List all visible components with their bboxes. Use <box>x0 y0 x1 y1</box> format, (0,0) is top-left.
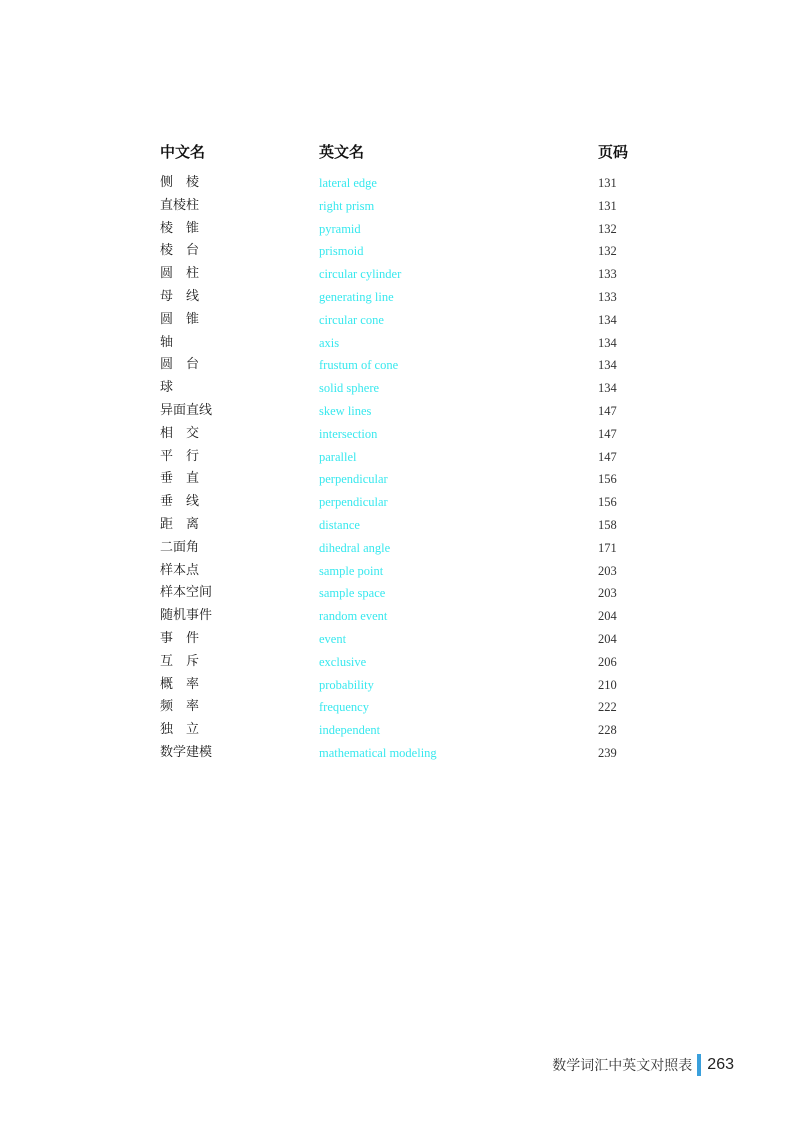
table-row <box>160 240 640 263</box>
chinese-term: 二面角 <box>160 539 200 555</box>
table-row <box>160 309 640 332</box>
chinese-term: 圆 台 <box>160 357 200 373</box>
chinese-term: 垂 线 <box>160 494 200 510</box>
footer-title: 数学词汇中英文对照表 <box>552 1058 693 1074</box>
english-term: sample space <box>319 586 386 601</box>
table-row <box>160 719 640 742</box>
english-term: perpendicular <box>319 495 388 510</box>
page-ref: 132 <box>598 221 617 236</box>
chinese-term: 样本点 <box>160 562 200 578</box>
english-term: lateral edge <box>319 176 377 190</box>
english-term: axis <box>319 335 340 350</box>
english-term: skew lines <box>319 403 372 418</box>
english-term: prismoid <box>319 244 364 259</box>
chinese-term: 轴 <box>160 334 174 350</box>
english-term: exclusive <box>319 654 367 669</box>
chinese-term: 事 件 <box>160 630 200 646</box>
table-row <box>160 172 640 195</box>
english-term: distance <box>319 517 360 532</box>
header-page-number: 页码 <box>598 143 629 161</box>
table-row <box>160 651 640 674</box>
page-ref: 203 <box>598 586 617 601</box>
chinese-term: 球 <box>160 380 174 396</box>
chinese-term: 圆 锥 <box>160 311 200 327</box>
chinese-term: 随机事件 <box>160 608 213 624</box>
page-ref: 171 <box>598 540 617 555</box>
table-row <box>160 400 640 423</box>
table-row <box>160 423 640 446</box>
page-ref: 131 <box>598 176 617 190</box>
chinese-term: 平 行 <box>160 448 200 464</box>
english-term: sample point <box>319 563 384 578</box>
page-ref: 228 <box>598 723 617 738</box>
table-row <box>160 674 640 697</box>
table-row <box>160 354 640 377</box>
english-term: frequency <box>319 700 369 715</box>
page-number: 263 <box>707 1056 734 1073</box>
chinese-term: 样本空间 <box>160 585 213 601</box>
page-footer <box>552 1052 734 1078</box>
page-ref: 147 <box>598 426 617 441</box>
page-ref: 156 <box>598 472 617 487</box>
page-ref: 239 <box>598 745 617 760</box>
english-term: solid sphere <box>319 381 380 396</box>
table-row <box>160 377 640 400</box>
chinese-term: 垂 直 <box>160 471 200 487</box>
page-ref: 134 <box>598 312 617 327</box>
page-ref: 131 <box>598 198 617 213</box>
english-term: intersection <box>319 426 378 441</box>
page-ref: 210 <box>598 677 617 692</box>
english-term: probability <box>319 677 374 692</box>
table-row <box>160 742 640 765</box>
table-row <box>160 560 640 583</box>
chinese-term: 相 交 <box>160 425 200 441</box>
english-term: parallel <box>319 449 357 464</box>
chinese-term: 直棱柱 <box>160 197 200 213</box>
english-term: independent <box>319 723 381 738</box>
header-english-name: 英文名 <box>319 143 365 161</box>
english-term: generating line <box>319 289 394 304</box>
table-body <box>160 172 640 765</box>
page-ref: 147 <box>598 449 617 464</box>
page-ref: 133 <box>598 289 617 304</box>
page-ref: 206 <box>598 654 617 669</box>
chinese-term: 侧 棱 <box>160 175 200 190</box>
english-term: mathematical modeling <box>319 745 437 760</box>
english-term: random event <box>319 609 388 624</box>
table-row <box>160 514 640 537</box>
table-row <box>160 605 640 628</box>
table-row <box>160 537 640 560</box>
page-ref: 134 <box>598 358 617 373</box>
page-ref: 156 <box>598 495 617 510</box>
english-term: event <box>319 631 347 646</box>
page-ref: 147 <box>598 403 617 418</box>
table-row <box>160 696 640 719</box>
english-term: circular cylinder <box>319 267 402 282</box>
table-row <box>160 263 640 286</box>
english-term: frustum of cone <box>319 358 399 373</box>
page-ref: 132 <box>598 244 617 259</box>
table-row <box>160 286 640 309</box>
page-ref: 204 <box>598 631 617 646</box>
glossary-table <box>160 141 640 765</box>
page-ref: 204 <box>598 609 617 624</box>
chinese-term: 互 斥 <box>160 653 200 669</box>
chinese-term: 棱 锥 <box>160 220 200 236</box>
page-ref: 222 <box>598 700 617 715</box>
english-term: perpendicular <box>319 472 388 487</box>
chinese-term: 独 立 <box>160 722 200 738</box>
page-ref: 134 <box>598 335 617 350</box>
page-ref: 158 <box>598 517 617 532</box>
table-row <box>160 628 640 651</box>
table-row <box>160 218 640 241</box>
chinese-term: 异面直线 <box>160 402 213 418</box>
chinese-term: 距 离 <box>160 516 200 532</box>
chinese-term: 概 率 <box>160 676 200 692</box>
footer-divider-bar <box>697 1054 701 1076</box>
page-ref: 203 <box>598 563 617 578</box>
table-row <box>160 195 640 218</box>
table-row <box>160 468 640 491</box>
table-row <box>160 446 640 469</box>
page-ref: 134 <box>598 381 617 396</box>
chinese-term: 圆 柱 <box>160 266 200 282</box>
table-row <box>160 582 640 605</box>
table-row <box>160 491 640 514</box>
english-term: pyramid <box>319 221 361 236</box>
header-chinese-name: 中文名 <box>160 143 206 161</box>
english-term: right prism <box>319 198 375 213</box>
english-term: circular cone <box>319 312 384 327</box>
english-term: dihedral angle <box>319 540 391 555</box>
chinese-term: 数学建模 <box>160 744 213 760</box>
chinese-term: 频 率 <box>160 699 200 715</box>
chinese-term: 棱 台 <box>160 243 200 259</box>
page-ref: 133 <box>598 267 617 282</box>
table-row <box>160 332 640 355</box>
table-header <box>160 141 640 167</box>
chinese-term: 母 线 <box>160 288 200 304</box>
